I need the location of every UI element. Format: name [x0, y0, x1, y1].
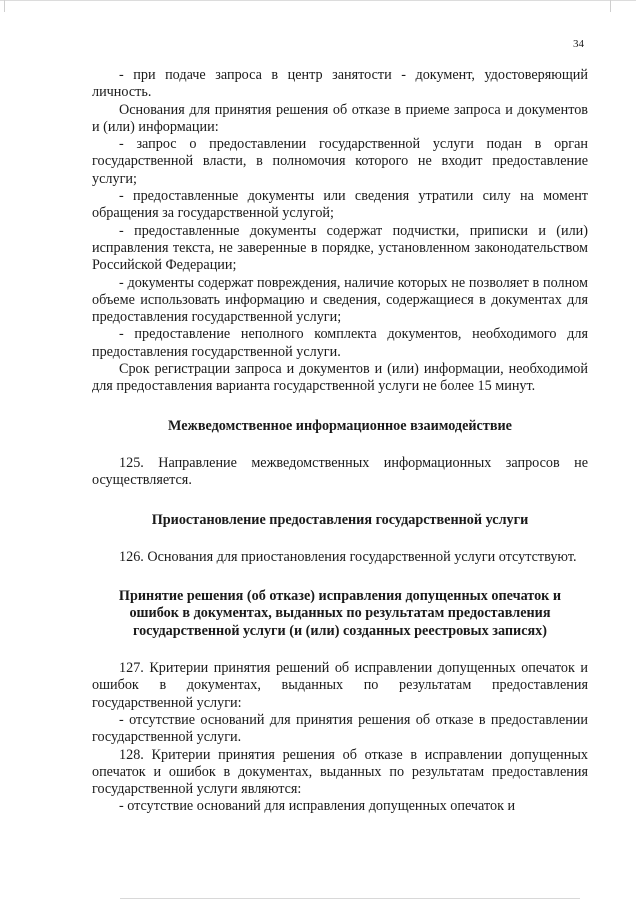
section-heading: Межведомственное информационное взаимодействие — [168, 417, 512, 434]
list-item: - предоставление неполного комплекта документов, необходимого для предоставления государственной услуги. — [92, 326, 588, 360]
scan-tick — [610, 0, 611, 12]
paragraph: Основания для принятия решения об отказе в приеме запроса и документов и (или) информации: — [92, 101, 588, 135]
list-item: - предоставленные документы или сведения утратили силу на момент обращения за государственной услугой; — [92, 188, 588, 222]
paragraph: - при подаче запроса в центр занятости - документ, удостоверяющий личность. — [92, 67, 588, 101]
list-item: - отсутствие оснований для принятия решения об отказе в предоставлении государственной услуги. — [92, 711, 588, 746]
list-item: - запрос о предоставлении государственной услуги подан в орган государственной власти, в полномочия которого не входит предоставление услуги; — [92, 136, 588, 187]
document-body — [92, 67, 588, 816]
paragraph: Срок регистрации запроса и документов и (или) информации, необходимой для предоставления варианта государственной услуги не более 15 минут. — [92, 361, 588, 395]
list-item: - документы содержат повреждения, наличие которых не позволяет в полном объеме использовать информацию и сведения, содержащиеся в документах для предоставления государственной услуги; — [92, 274, 588, 326]
section-heading: Приостановление предоставления государственной услуги — [151, 511, 529, 528]
page-number: 34 — [573, 38, 584, 50]
paragraph-128: 128. Критерии принятия решения об отказе в исправлении допущенных опечаток и ошибок в документах, выданных по результатам предоставления государственной услуги являются: — [92, 746, 588, 798]
paragraph-127: 127. Критерии принятия решений об исправлении допущенных опечаток и ошибок в документах, выданных по результатам предоставления государственной услуги: — [92, 660, 588, 711]
paragraph-126: 126. Основания для приостановления государственной услуги отсутствуют. — [119, 548, 577, 565]
scan-tick — [4, 0, 5, 12]
paragraph-125: 125. Направление межведомственных информационных запросов не осуществляется. — [92, 454, 588, 489]
scan-edge-top — [0, 0, 636, 1]
list-item: - предоставленные документы содержат подчистки, приписки и (или) исправления текста, не заверенные в порядке, установленном законодательством Российской Федерации; — [92, 222, 588, 274]
scan-edge-bottom — [120, 898, 580, 899]
section-heading: Принятие решения (об отказе) исправления допущенных опечаток и ошибок в документах, выданных по результатам предоставления государственной услуги (и (или) созданных реестровых записях) — [118, 588, 562, 639]
list-item: - отсутствие оснований для исправления допущенных опечаток и — [119, 798, 516, 815]
